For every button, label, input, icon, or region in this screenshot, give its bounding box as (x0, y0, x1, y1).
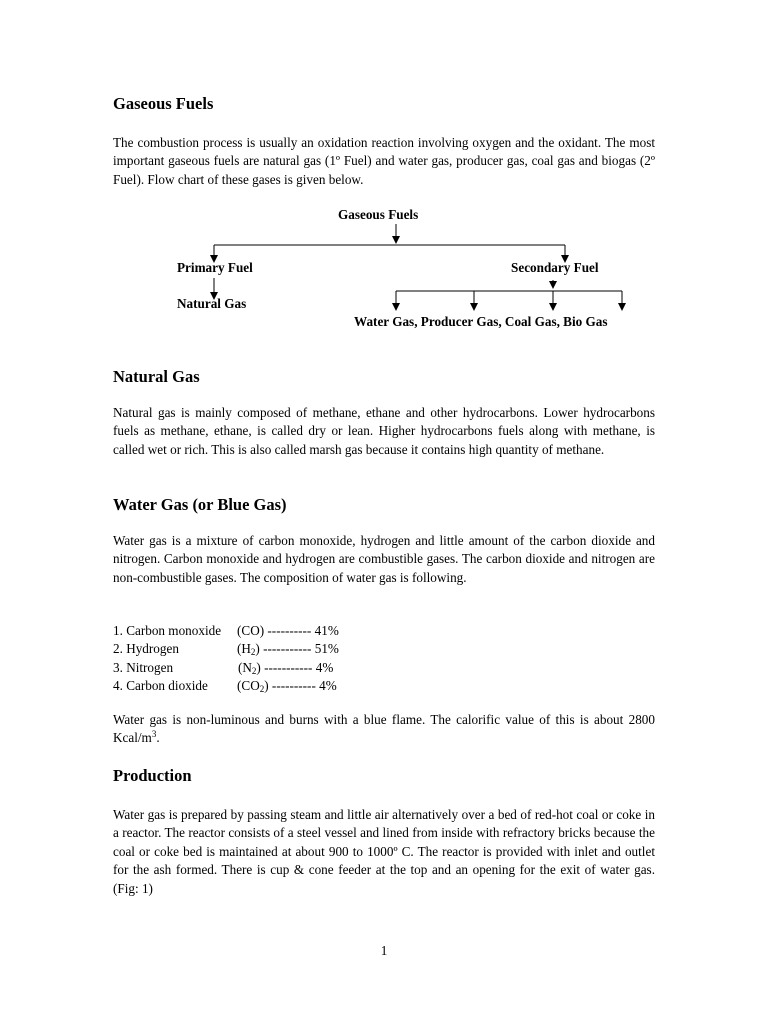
composition-value: 51% (314, 641, 339, 657)
flow-node-secondary-fuel: Secondary Fuel (511, 260, 599, 275)
heading-water-gas: Water Gas (or Blue Gas) (113, 495, 287, 514)
paragraph-production: Water gas is prepared by passing steam and little air alternatively over a bed of red-hot coal or coke in a reactor. The reactor consists of a steel vessel and lined from inside with refractory bricks because the coal or coke bed is maintained at about 900 to 1000º C. The reactor is provided with inlet and outlet for the ash formed. There is cup & cone feeder at the top and an opening for the exit of water gas. (Fig: 1) (113, 807, 655, 896)
composition-value: 41% (314, 623, 339, 638)
composition-item (113, 622, 413, 640)
flow-node-gaseous-fuels: Gaseous Fuels (338, 207, 419, 222)
composition-item (113, 659, 413, 677)
composition-name: 4. Carbon dioxide (113, 678, 208, 694)
heading-gaseous-fuels: Gaseous Fuels (113, 94, 214, 113)
composition-value: 4% (319, 678, 337, 694)
paragraph-water-gas: Water gas is a mixture of carbon monoxide, hydrogen and little amount of the carbon dioxide and nitrogen. Carbon monoxide and hydrogen are combustible gases. The carbon dioxide and nitrogen are non-combustible gases. The composition of water gas is following. (113, 533, 655, 585)
composition-formula: (CO) ---------- 41% (237, 623, 339, 638)
composition-value: 4% (315, 659, 334, 675)
flow-node-primary-fuel: Primary Fuel (177, 260, 253, 275)
composition-name: 2. Hydrogen (113, 641, 179, 657)
flow-node-secondary-gases: Water Gas, Producer Gas, Coal Gas, Bio Gas (354, 314, 608, 329)
composition-item (113, 677, 413, 695)
composition-name: 3. Nitrogen (113, 659, 174, 675)
composition-formula: $(CO_2)$ ---------- 4% (237, 678, 337, 695)
composition-name: 1. Carbon monoxide (113, 623, 222, 638)
heading-natural-gas: Natural Gas (113, 367, 200, 386)
paragraph-water-gas-note: Water gas is non-luminous and burns with a blue flame. The calorific value of this is about 2800 Kcal/$m^3$. (113, 712, 655, 746)
paragraph-natural-gas: Natural gas is mainly composed of methane, ethane and other hydrocarbons. Lower hydrocarbons fuels as methane, ethane, is called dry or lean. Higher hydrocarbons fuels along with methane, is called wet or rich. This is also called marsh gas because it contains high quantity of methane. (113, 405, 655, 457)
composition-formula: $(N_2)$ ----------- 4% (238, 659, 334, 676)
flow-node-natural-gas: Natural Gas (177, 296, 247, 311)
composition-item (113, 640, 413, 658)
heading-production: Production (113, 766, 192, 785)
composition-formula: $(H_2)$ ----------- 51% (237, 641, 339, 658)
page-number: 1 (380, 943, 388, 958)
composition-list (113, 622, 413, 696)
paragraph-gaseous-fuels-intro: The combustion process is usually an oxidation reaction involving oxygen and the oxidant. The most important gaseous fuels are natural gas (1º Fuel) and water gas, producer gas, coal gas and biogas (2º Fuel). Flow chart of these gases is given below. (113, 135, 655, 187)
